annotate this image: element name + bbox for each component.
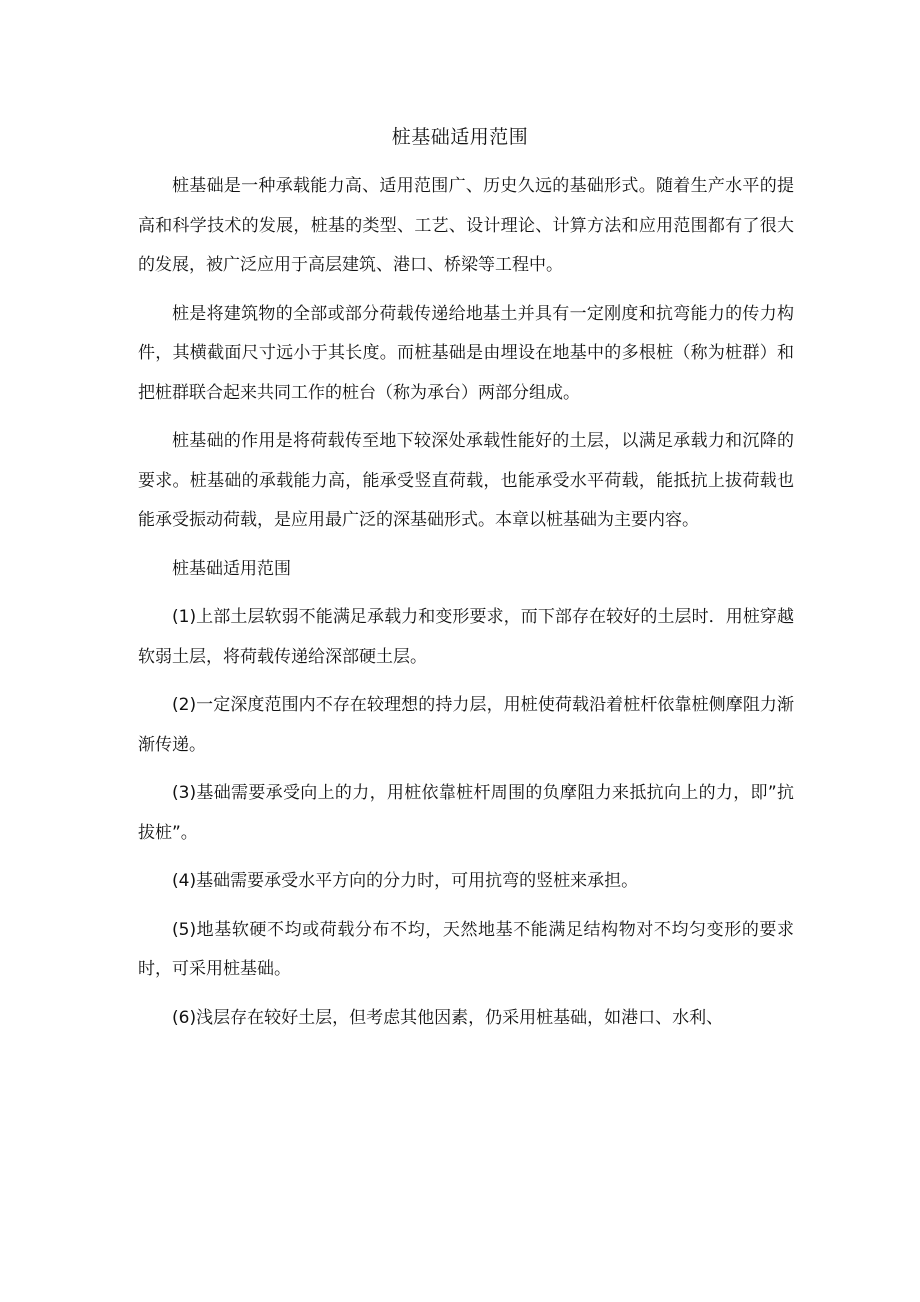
list-item-4: (4)基础需要承受水平方向的分力时，可用抗弯的竖桩来承担。 xyxy=(172,871,639,891)
paragraph-intro: 桩基础是一种承载能力高、适用范围广、历史久远的基础形式。随着生产水平的提高和科学技术的发展，桩基的类型、工艺、设计理论、计算方法和应用范围都有了很大的发展，被广泛应用于高层建筑、港口、桥梁等工程中。 xyxy=(138,176,794,275)
document-body xyxy=(138,167,794,1038)
section-heading: 桩基础适用范围 xyxy=(172,558,291,579)
paragraph-pile-function: 桩基础的作用是将荷载传至地下较深处承载性能好的土层，以满足承载力和沉降的要求。桩基础的承载能力高，能承受竖直荷载，也能承受水平荷载，能抵抗上拔荷载也能承受振动荷载，是应用最广泛的深基础形式。本章以桩基础为主要内容。 xyxy=(138,431,794,530)
paragraph-pile-definition: 桩是将建筑物的全部或部分荷载传递给地基土并具有一定刚度和抗弯能力的传力构件，其横截面尺寸远小于其长度。而桩基础是由埋设在地基中的多根桩（称为桩群）和把桩群联合起来共同工作的桩台（称为承台）两部分组成。 xyxy=(138,303,794,403)
list-item-6: (6)浅层存在较好土层，但考虑其他因素，仍采用桩基础，如港口、水利、 xyxy=(172,1007,724,1028)
list-item-3: (3)基础需要承受向上的力，用桩依靠桩杆周围的负摩阻力来抵抗向上的力，即”抗拔桩”。 xyxy=(138,783,794,843)
list-item-5: (5)地基软硬不均或荷载分布不均，天然地基不能满足结构物对不均匀变形的要求时，可采用桩基础。 xyxy=(138,919,794,979)
list-item-1: (1)上部土层软弱不能满足承载力和变形要求，而下部存在较好的土层时．用桩穿越软弱土层，将荷载传递给深部硬土层。 xyxy=(138,607,794,667)
list-item-2: (2)一定深度范围内不存在较理想的持力层，用桩使荷载沿着桩杆依靠桩侧摩阻力渐渐传递。 xyxy=(138,695,794,755)
page-title: 桩基础适用范围 xyxy=(391,126,529,148)
